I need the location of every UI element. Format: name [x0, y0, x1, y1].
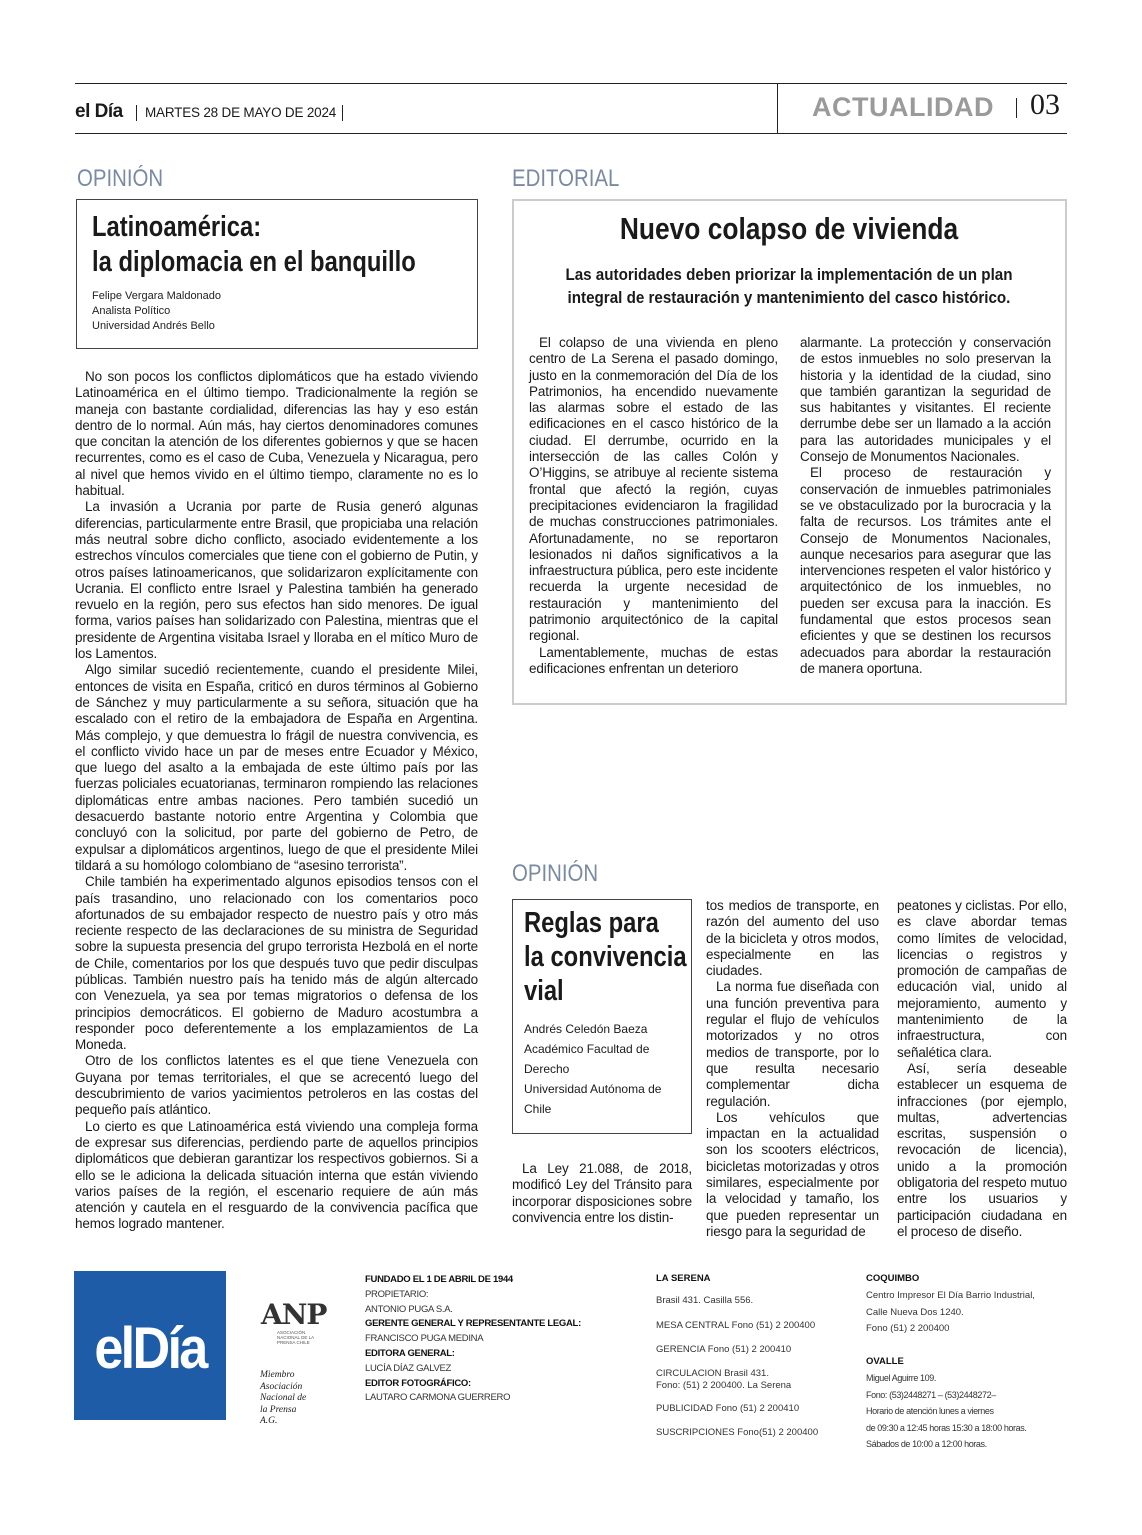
paragraph: La Ley 21.088, de 2018, modificó Ley del Tránsito para incorporar disposiciones sobre convivencia entre los distin- [512, 1161, 692, 1225]
phone-line: MESA CENTRAL Fono (51) 2 200400 [656, 1319, 816, 1331]
paragraph: Lo cierto es que Latinoamérica está viviendo una compleja forma de expresar sus diferencias, perdiendo parte de aquellos principios diplomáticos que debieran garantizar los respectivos gobiernos. Si a ello se le adiciona la delicada situación interna que están viviendo varios países de la región, el escenario requiere de aún más atención y cautela en el resguardo de la convivencia pacífica que hemos logrado mantener. [75, 1118, 478, 1232]
paragraph: Otro de los conflictos latentes es el que tiene Venezuela con Guyana por temas territoriales, el que se acrecentó luego del descubrimiento de varios yacimientos petroleros en las costas del pequeño país atlántico. [75, 1053, 478, 1118]
member-line: la Prensa [260, 1404, 297, 1415]
opinion2-column-3 [897, 898, 1067, 1240]
staff-heading: EDITOR FOTOGRÁFICO: [365, 1377, 471, 1389]
phone-line: GERENCIA Fono (51) 2 200410 [656, 1344, 792, 1355]
header-separator [136, 105, 137, 121]
city-heading: LA SERENA [656, 1273, 711, 1284]
title-line: vial [524, 975, 564, 1007]
staff-line: ANTONIO PUGA S.A. [365, 1303, 453, 1315]
phone-line: Fono: (51) 2 200400. La Serena [656, 1379, 792, 1391]
article-title [524, 906, 696, 1008]
opinion2-column-1 [512, 1161, 692, 1226]
header-separator [1016, 98, 1017, 118]
phone-line: Fono (51) 2 200400 [866, 1323, 950, 1334]
hours-line: Horario de atención lunes a viernes [866, 1406, 994, 1416]
staff-line: PROPIETARIO: [365, 1288, 429, 1300]
paragraph: El colapso de una vivienda en pleno centro de La Serena el pasado domingo, justo en la conmemoración del Día de los Patrimonios, ha encendido nuevamente las alarmas sobre el estado de las edificaciones en el casco histórico de la ciudad. El derrumbe, ocurrido en la intersección de las calles Colón y O’Higgins, se atribuye al reciente sistema frontal que afectó la región, cuyas precipitaciones evidenciaron la fragilidad de muchas construcciones patrimoniales. Afortunadamente, no se reportaron lesionados ni daños significativos a la infraestructura pública, pero este incidente recuerda la urgente necesidad de restauración y mantenimiento del patrimonio arquitectónico de la capital regional. [529, 335, 778, 644]
address-line: CIRCULACION Brasil 431. [656, 1367, 769, 1379]
paragraph: No son pocos los conflictos diplomáticos que ha estado viviendo Latinoamérica en el último tiempo. Tradicionalmente la región se maneja con bastante cordialidad, diferencias las hay y eso están dentro de lo normal. Aún más, hay ciertos denominadores comunes que concitan la atención de los diferentes gobiernos y que se hacen recurrentes, como es el caso de Cuba, Venezuela y Nicaragua, pero al nivel que hemos vivido en el último tiempo, claramente no es lo habitual. [75, 369, 478, 499]
phone-line: SUSCRIPCIONES Fono(51) 2 200400 [656, 1427, 819, 1438]
masthead-logo: el Día [75, 101, 123, 122]
author-name: Felipe Vergara Maldonado [92, 290, 222, 302]
address-line: Miguel Aguirre 109. [866, 1373, 936, 1383]
opinion-kicker: OPINIÓN [77, 165, 164, 192]
member-line: Miembro [260, 1370, 295, 1380]
staff-heading: GERENTE GENERAL Y REPRESENTANTE LEGAL: [365, 1318, 581, 1330]
la-serena-info [656, 1273, 818, 1441]
header-divider [777, 83, 778, 133]
author-name: Andrés Celedón Baeza [524, 1022, 648, 1036]
member-line: A.G. [260, 1416, 278, 1426]
staff-line: FRANCISCO PUGA MEDINA [365, 1333, 484, 1345]
editorial-box [512, 199, 1067, 705]
opinion-title-box [512, 899, 692, 1134]
phone-line: Fono: (53)2448271 – (53)2448272– [866, 1389, 996, 1400]
subtitle-line: integral de restauración y mantenimiento del casco histórico. [567, 289, 1011, 307]
ovalle-info [866, 1356, 1026, 1453]
coquimbo-lines [866, 1288, 1035, 1338]
article-title [92, 210, 469, 280]
issue-date: MARTES 28 DE MAYO DE 2024 [145, 105, 337, 120]
anp-logo [261, 1298, 327, 1358]
paragraph: El proceso de restauración y conservación de inmuebles patrimoniales se ve obstaculizado por la burocracia y la falta de recursos. Los trámites ante el Consejo de Monumentos Nacionales, aunque necesarios para asegurar que las intervenciones respeten el valor histórico y arquitectónico de los inmuebles, no pueden ser excusa para la inacción. Es fundamental que estos procesos sean eficientes y que se destinen los recursos adecuados para abordar la restauración de manera oportuna. [800, 465, 1051, 676]
editorial-kicker: EDITORIAL [512, 165, 620, 192]
anp-logo-text: ANP [261, 1298, 327, 1331]
author-role: Analista Político [92, 305, 171, 317]
author-affiliation: Universidad Autónoma de [524, 1082, 662, 1096]
member-note [260, 1370, 306, 1428]
author-role: Derecho [524, 1062, 570, 1076]
address-line: Calle Nueva Dos 1240. [866, 1306, 964, 1318]
staff-heading: FUNDADO EL 1 DE ABRIL DE 1944 [365, 1274, 513, 1285]
hours-line: Sábados de 10:00 a 12:00 horas. [866, 1439, 987, 1449]
opinion-body [75, 369, 478, 1233]
ovalle-lines [866, 1370, 1026, 1453]
opinion-title-box [76, 199, 478, 349]
paragraph: Algo similar sucedió recientemente, cuando el presidente Milei, entonces de visita en España, criticó en duros términos al Gobierno de Sánchez y muy particularmente a su señora, situación que ha escalado con el retiro de la embajadora de España en Argentina. Más complejo, y que demuestra lo frágil de nuestra convivencia, es el conflicto vivido hace un par de meses entre Ecuador y México, que luego del asalto a la embajada de este último país por las fuerzas policiales ecuatorianas, terminaron rompiendo las relaciones diplomáticas entre ambas naciones. Pero también sucedió un desacuerdo bastante notorio entre Argentina y Colombia que concluyó con la solicitud, por parte del gobierno de Petro, de expulsar a diplomáticos argentinos, luego de que el presidente Milei tildará a su homólogo colombiano de “asesino terrorista”. [75, 662, 478, 873]
address-line: Brasil 431. Casilla 556. [656, 1295, 754, 1306]
staff-heading: EDITORA GENERAL: [365, 1347, 455, 1359]
paragraph: La invasión a Ucrania por parte de Rusia generó algunas diferencias, particularmente entre Brasil, que propiciaba una relación más neutral sobre dicho conflicto, asociado evidentemente a los estrechos vínculos comerciales que tiene con el gobierno de Putin, y otros países latinoamericanos, que solidarizaron explícitamente con Ucrania. El conflicto entre Israel y Palestina también ha generado revuelo en la región, pero sus efectos han sido menores. De igual forma, varios países han solidarizado con Palestina, mientras que el presidente de Argentina visitaba Israel y lloraba en el mítico Muro de los Lamentos. [75, 499, 478, 662]
paragraph: tos medios de transporte, en razón del aumento del uso de la bicicleta y otros modos, especialmente en las ciudades. [706, 898, 879, 979]
member-line: Nacional de [260, 1393, 307, 1403]
coquimbo-info [866, 1273, 1035, 1338]
title-line: Reglas para [524, 907, 659, 939]
paragraph: Chile también ha experimentado algunos episodios tensos con el país trasandino, uno relacionado con los comentarios poco afortunados de su embajador respecto de nuestro país y otro más reciente respecto de las declaraciones de su ministra de Seguridad sobre la supuesta presencia del grupo terrorista Hezbolá en el norte de Chile, comentarios por los que después tuvo que pedir disculpas públicas. También nuestro país ha tenido más de algún altercado con Venezuela, ya sea por temas migratorios o defensa de los principios democráticos. El gobierno de Maduro acostumbra a responder poco deferentemente a los emplazamientos de La Moneda. [75, 874, 478, 1053]
city-heading: COQUIMBO [866, 1273, 920, 1284]
editorial-column-1 [529, 335, 778, 677]
staff-box [365, 1273, 581, 1406]
header-top-rule [75, 83, 1067, 84]
member-line: Asociación [260, 1381, 303, 1392]
staff-line: LUCÍA DÍAZ GALVEZ [365, 1362, 452, 1374]
paragraph: La norma fue diseñada con una función preventiva para regular el flujo de vehículos motorizados y no otros medios de transporte, por lo que resulta necesario complementar dicha regulación. [706, 979, 879, 1109]
paragraph: Así, sería deseable establecer un esquema de infracciones (por ejemplo, multas, advertencias escritas, suspensión o revocación de licencia), unido a la promoción obligatoria del respeto mutuo entre los usuarios y participación ciudadana en el proceso de diseño. [897, 1060, 1067, 1239]
opinion-kicker: OPINIÓN [512, 860, 599, 887]
phone-line: PUBLICIDAD Fono (51) 2 200410 [656, 1402, 800, 1414]
page-number: 03 [1030, 88, 1060, 121]
anp-logo-sub: ASOCIACIÓN NACIONAL DE LA PRENSA CHILE [277, 1330, 314, 1345]
author-affiliation: Chile [524, 1102, 552, 1116]
subtitle-line: Las autoridades deben priorizar la implementación de un plan [565, 266, 1013, 284]
title-line: la diplomacia en el banquillo [92, 245, 416, 278]
address-line: Centro Impresor El Día Barrio Industrial, [866, 1290, 1035, 1301]
paragraph: peatones y ciclistas. Por ello, es clave abordar temas como límites de velocidad, licencias o registros y promoción de campañas de educación vial, unido al mejoramiento, aumento y mantenimiento de la infraestructura, con señalética clara. [897, 898, 1067, 1060]
title-line: Latinoamérica: [92, 211, 262, 243]
hours-line: de 09:30 a 12:45 horas 15:30 a 18:00 horas. [866, 1422, 1027, 1433]
author-affiliation: Universidad Andrés Bello [92, 320, 215, 332]
header-bottom-rule [75, 133, 1067, 134]
header-separator [342, 105, 343, 121]
section-name: ACTUALIDAD [812, 92, 994, 122]
opinion2-column-2 [706, 898, 879, 1240]
editorial-title-wrap [514, 211, 1064, 247]
author-role: Académico Facultad de [524, 1042, 650, 1056]
editorial-subtitle [514, 264, 1064, 310]
paragraph: Lamentablemente, muchas de estas edificaciones enfrentan un deterioro [529, 644, 778, 676]
city-heading: OVALLE [866, 1356, 904, 1367]
paragraph: Los vehículos que impactan en la actualidad son los scooters eléctricos, bicicletas motorizadas y otros similares, especialmente por la velocidad y tamaño, los que pueden representar un riesgo para la seguridad de [706, 1109, 879, 1239]
paragraph: alarmante. La protección y conservación de estos inmuebles no solo preservan la historia y la identidad de la ciudad, sino que también garantizan la seguridad de sus habitantes y visitantes. El reciente derrumbe debe ser un llamado a la acción para las autoridades municipales y el Consejo de Monumentos Nacionales. [800, 335, 1051, 465]
footer-logo: elDía [94, 1316, 206, 1381]
author-block [524, 1019, 684, 1119]
title-line: la convivencia [524, 941, 687, 973]
author-block [92, 289, 221, 334]
footer-logo-block [74, 1271, 226, 1420]
staff-line: LAUTARO CARMONA GUERRERO [365, 1392, 511, 1404]
editorial-column-2 [800, 335, 1051, 677]
editorial-title: Nuevo colapso de vivienda [619, 211, 959, 246]
